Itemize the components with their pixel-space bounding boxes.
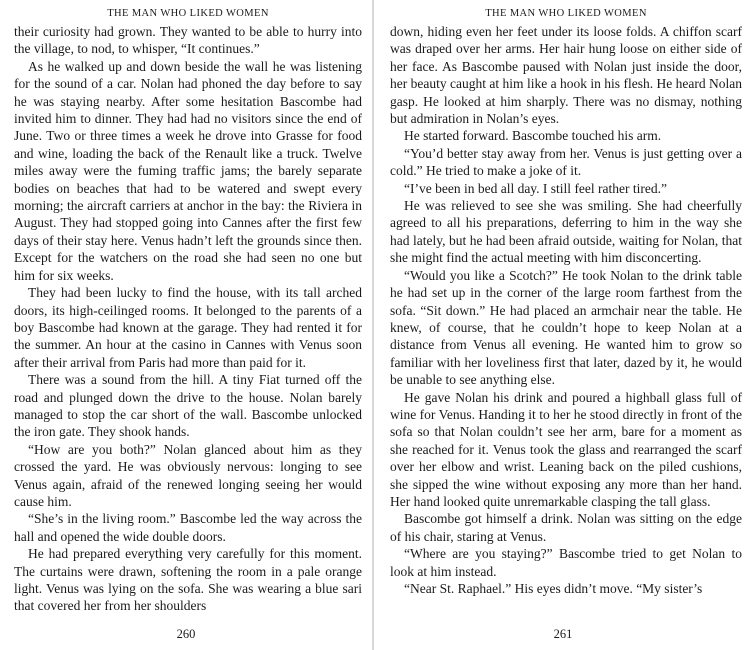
page-number: 260 — [176, 627, 196, 641]
paragraph: There was a sound from the hill. A tiny Fiat turned off the road and plunged down the drive to the house. Nolan barely managed to stop the car short of the wall. Bascombe unlocked the iron gate. They shook hands. — [14, 372, 362, 440]
paragraph: down, hiding even her feet under its loose folds. A chiffon scarf was draped over her arms. Her hair hung loose on either side of her face. As Bascombe paused with Nolan just inside the door, her beauty caught at him like a hook in his flesh. He heard Nolan gasp. He looked at him sharply. There was no dismay, nothing but admiration in Nolan’s eyes. — [390, 24, 742, 127]
page-number: 261 — [553, 627, 573, 641]
paragraph: their curiosity had grown. They wanted to be able to hurry into the village, to nod, to whisper, “It continues.” — [14, 24, 362, 57]
paragraph: “Where are you staying?” Bascombe tried to get Nolan to look at him instead. — [390, 546, 742, 579]
paragraph: “You’d better stay away from her. Venus is just getting over a cold.” He tried to make a joke of it. — [390, 145, 742, 179]
left-page — [0, 0, 372, 650]
paragraph: “Would you like a Scotch?” He took Nolan to the drink table he had set up in the corner of the large room farthest from the sofa. “Sit down.” He had placed an armchair near the table. He knew, of course, that he couldn’t hope to keep Nolan at a distance from Venus all evening. He wanted him to grow so familiar with her loveliness first that later, dazed by it, he would be unable to see anything else. — [390, 267, 742, 388]
body-text — [390, 23, 742, 597]
paragraph: “Near St. Raphael.” His eyes didn’t move. “My sister’s — [404, 581, 703, 596]
paragraph: He was relieved to see she was smiling. She had cheerfully agreed to all his preparations, deferring to him in the way she had lately, but he had been afraid outside, waiting for Nolan, that she might find the actual meeting with him disconcerting. — [390, 198, 742, 266]
running-head: THE MAN WHO LIKED WOMEN — [485, 8, 647, 19]
paragraph: As he walked up and down beside the wall he was listening for the sound of a car. Nolan had phoned the day before to say he was staying nearby. After some hesitation Bascombe had invited him to dinner. They had had no visitors since the end of June. Two or three times a week he drove into Grasse for food and wine, loading the back of the Renault like a truck. Twelve miles away were the fuming traffic jams; the barely separate bodies on beaches that had to be watered and swept every morning; the aircraft carriers at anchor in the bay: the Riviera in August. They had stopped going into Cannes after the first few days of their stay here. Venus hadn’t left the grounds since then. Except for the watchers on the road she had seen no one but him for six weeks. — [14, 58, 362, 283]
paragraph: Bascombe got himself a drink. Nolan was sitting on the edge of his chair, staring at Venus. — [390, 511, 742, 544]
body-text — [14, 23, 362, 615]
right-page — [376, 0, 750, 650]
paragraph: “She’s in the living room.” Bascombe led the way across the hall and opened the wide double doors. — [14, 511, 362, 544]
paragraph: He gave Nolan his drink and poured a highball glass full of wine for Venus. Handing it to her he stood directly in front of the sofa so that Nolan couldn’t see her arm, bare for a moment as she reached for it. Venus took the glass and rearranged the scarf over her elbow and wrist. Leaning back on the piled cushions, she sipped the wine without exposing any more than her hand. Her hand looked quite unremarkable clasping the tall glass. — [390, 389, 742, 509]
page-gutter — [372, 0, 374, 650]
paragraph: “I’ve been in bed all day. I still feel rather tired.” — [404, 180, 667, 196]
running-head: THE MAN WHO LIKED WOMEN — [107, 8, 269, 19]
paragraph: He started forward. Bascombe touched his arm. — [404, 128, 662, 144]
paragraph: “How are you both?” Nolan glanced about him as they crossed the yard. He was obviously nervous: longing to see Venus again, afraid of the renewed longing seeing her would cause him. — [14, 441, 362, 509]
paragraph: They had been lucky to find the house, with its tall arched doors, its high-ceilinged rooms. It belonged to the parents of a boy Bascombe had known at the garage. They had rented it for the summer. An hour at the casino in Cannes with Venus soon after their arrival from Paris had more than paid for it. — [14, 285, 362, 370]
paragraph: He had prepared everything very carefully for this moment. The curtains were drawn, softening the room in a pale orange light. Venus was lying on the sofa. She was wearing a blue sari that covered her from her shoulders — [14, 546, 362, 614]
